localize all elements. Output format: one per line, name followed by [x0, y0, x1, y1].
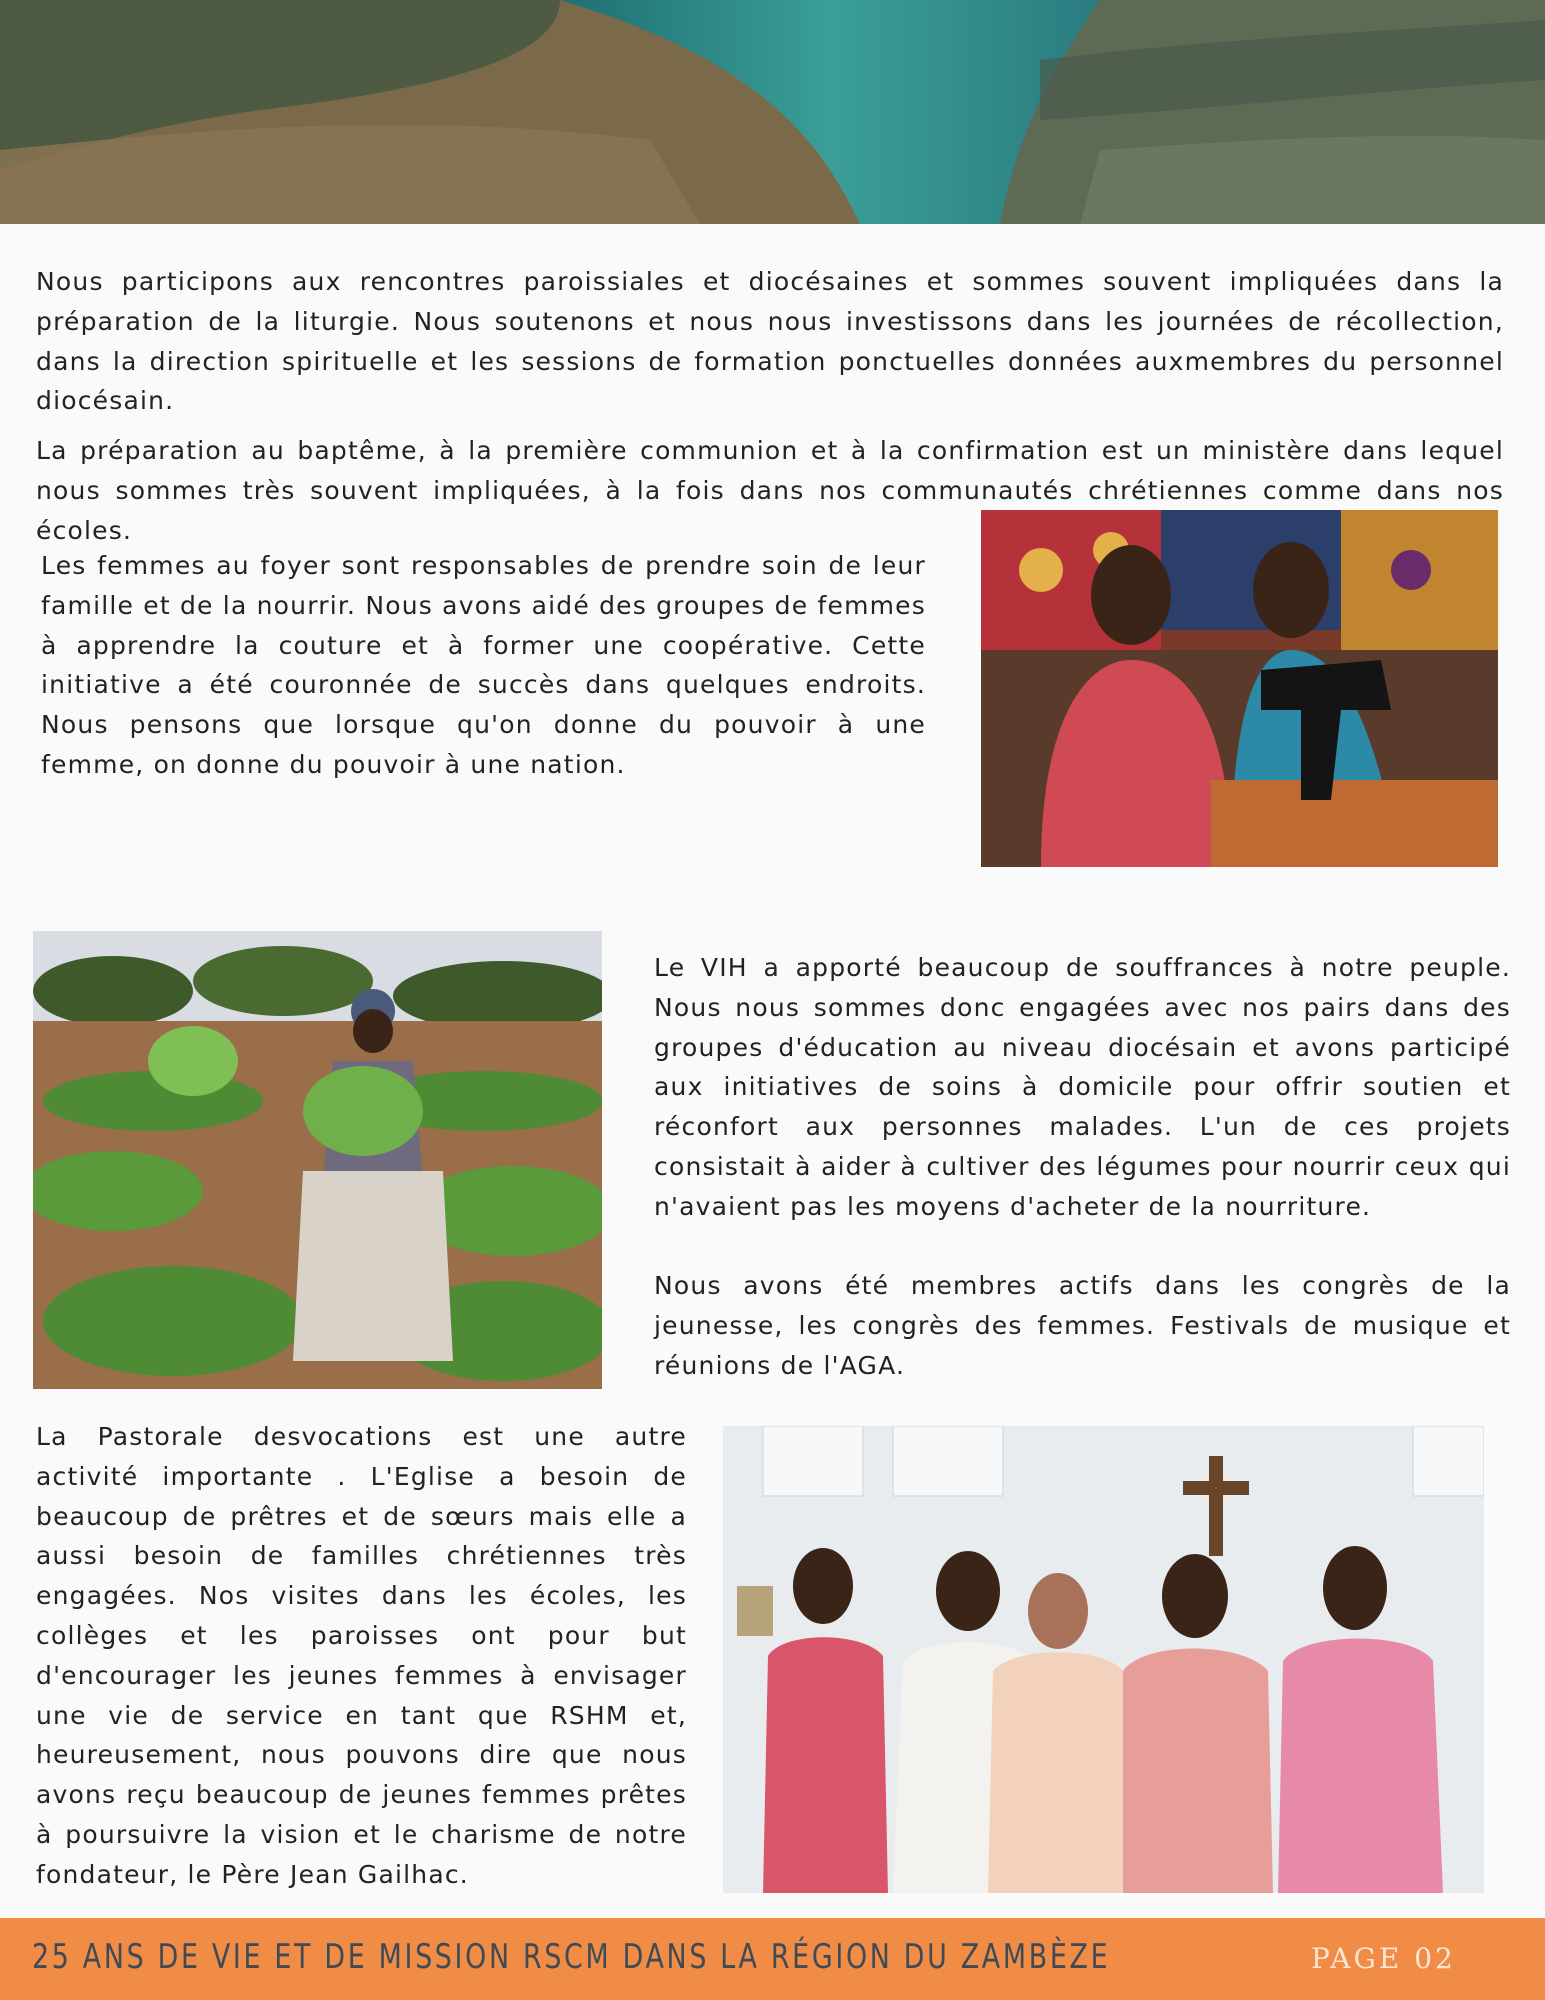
paragraph-liturgy: Nous participons aux rencontres paroissiales et diocésaines et sommes souvent impliquées dans la préparation de la liturgie. Nous soutenons et nous nous investissons dans les journées de récollection, dans la direction spirituelle et les sessions de formation ponctuelles données auxmembres du personnel diocésain. [36, 267, 1504, 416]
vegetable-garden-photo [33, 931, 602, 1389]
paragraph-hiv: Le VIH a apporté beaucoup de souffrances à notre peuple. Nous nous sommes donc engagées avec nos pairs dans des groupes d'éducation au niveau diocésain et avons participé aux initiatives de soins à domicile pour offrir soutien et réconfort aux personnes malades. L'un de ces projets consistait à aider à cultiver des légumes pour nourrir ceux qui n'avaient pas les moyens d'acheter de la nourriture. [654, 953, 1511, 1221]
paragraph-congresses: Nous avons été membres actifs dans les congrès de la jeunesse, les congrès des femmes. Festivals de musique et réunions de l'AGA. [654, 1271, 1511, 1380]
paragraph-vocations: La Pastorale desvocations est une autre activité importante . L'Eglise a besoin de beaucoup de prêtres et de sœurs mais elle a aussi besoin de familles chrétiennes très engagées. Nos visites dans les écoles, les collèges et les paroisses ont pour but d'encourager les jeunes femmes à envisager une vie de service en tant que RSHM et, heureusement, nous pouvons dire que nous avons reçu beaucoup de jeunes femmes prêtes à poursuivre la vision et le charisme de notre fondateur, le Père Jean Gailhac. [36, 1422, 687, 1889]
paragraph-women-sewing: Les femmes au foyer sont responsables de prendre soin de leur famille et de la nourrir. Nous avons aidé des groupes de femmes à apprendre la couture et à former une coopérative. Cette initiative a été couronnée de succès dans quelques endroits. Nous pensons que lorsque qu'on donne du pouvoir à une femme, on donne du pouvoir à une nation. [41, 551, 926, 779]
page-number: PAGE 02 [1311, 1942, 1456, 1975]
header-river-photo [0, 0, 1545, 224]
paragraph-sacraments: La préparation au baptême, à la première communion et à la confirmation est un ministère dans lequel nous sommes très souvent impliquées, à la fois dans nos communautés chrétiennes comme dans nos écoles. [36, 436, 1504, 545]
women-sewing-photo [981, 510, 1498, 867]
sisters-group-photo [723, 1426, 1484, 1893]
footer-title: 25 ANS DE VIE ET DE MISSION RSCM DANS LA RÉGION DU ZAMBÈZE [32, 1937, 1111, 1977]
footer-bar [0, 1918, 1545, 2000]
